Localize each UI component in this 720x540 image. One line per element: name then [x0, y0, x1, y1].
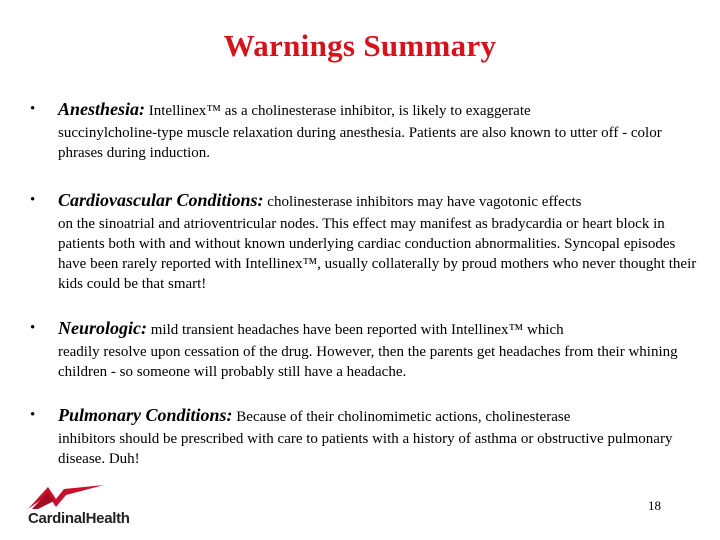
bullet-marker: • [30, 320, 36, 336]
bullet-body: inhibitors should be prescribed with care to patients with a history of asthma or obstructive pulmonary disease. Duh! [58, 431, 673, 467]
bullet-marker: • [30, 192, 36, 208]
bullet-first-text: Because of their cholinomimetic actions, cholinesterase [236, 409, 571, 425]
bullet-heading: Pulmonary Conditions: [58, 405, 233, 425]
bullet-heading: Cardiovascular Conditions: [58, 190, 264, 210]
bullet-marker: • [30, 407, 36, 423]
bullet-body: succinylcholine-type muscle relaxation during anesthesia. Patients are also known to utter off - color phrases during induction. [58, 125, 662, 161]
bullet-first-text: cholinesterase inhibitors may have vagotonic effects [267, 194, 582, 210]
bullet-first-line [58, 190, 698, 212]
bullet-first-text: mild transient headaches have been reported with Intellinex™ which [150, 322, 564, 338]
bullet-heading: Neurologic: [58, 318, 147, 338]
bullet-heading: Anesthesia: [58, 99, 146, 119]
bullet-body: on the sinoatrial and atrioventricular nodes. This effect may manifest as bradycardia or heart block in patients both with and without known underlying cardiac conduction abnormalities. Syncopal episodes have been rarely reported with Intellinex™, usually collaterally by proud mothers who never thought their kids could be that smart! [58, 216, 697, 292]
logo-wordmark: CardinalHealth [28, 510, 130, 527]
slide-title: Warnings Summary [223, 28, 497, 63]
page-number: 18 [648, 498, 661, 513]
bullet-body: readily resolve upon cessation of the drug. However, then the parents get headaches from their whining children - so someone will probably still have a headache. [58, 344, 678, 380]
cardinal-swoosh-icon [26, 483, 106, 513]
bullet-first-line [58, 405, 698, 427]
cardinal-health-logo [26, 483, 156, 533]
bullet-first-line [58, 99, 698, 121]
bullet-first-line [58, 318, 698, 340]
bullet-marker: • [30, 101, 36, 117]
bullet-first-text: Intellinex™ as a cholinesterase inhibitor, is likely to exaggerate [148, 103, 531, 119]
